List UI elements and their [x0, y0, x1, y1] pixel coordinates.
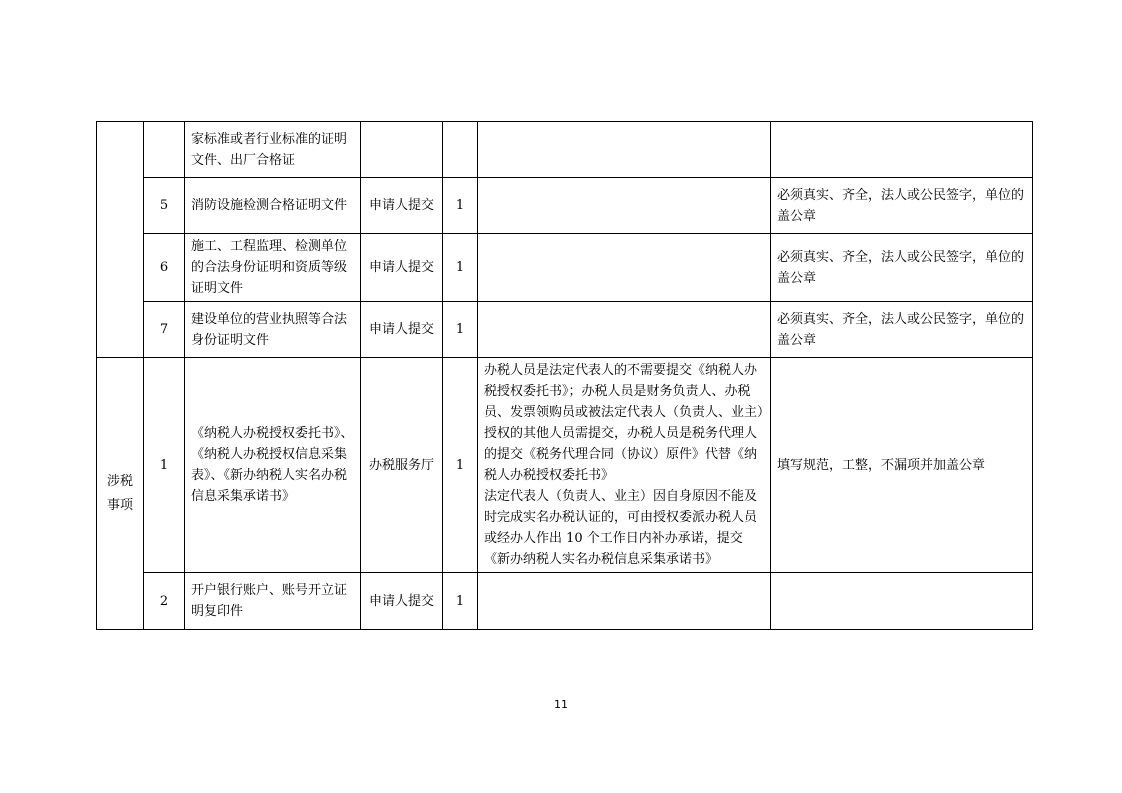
copies-cell: 1 — [443, 178, 478, 234]
notes-cell — [478, 178, 771, 234]
material-cell: 开户银行账户、账号开立证明复印件 — [185, 573, 361, 630]
notes-cell — [478, 122, 771, 178]
copies-cell: 1 — [443, 573, 478, 630]
index-cell: 5 — [144, 178, 185, 234]
notes-paragraph-2: 法定代表人（负责人、业主）因自身原因不能及时完成实名办税认证的，可由授权委派办税人员或经办人作出 10 个工作日内补办承诺，提交《新办纳税人实名办税信息采集承诺书》 — [484, 489, 758, 567]
source-cell: 申请人提交 — [361, 234, 443, 302]
requirements-cell: 必须真实、齐全，法人或公民签字，单位的盖公章 — [771, 302, 1033, 358]
source-cell: 办税服务厅 — [361, 358, 443, 573]
requirements-cell — [771, 573, 1033, 630]
notes-cell — [478, 358, 771, 573]
category-cell-empty — [97, 122, 144, 358]
copies-cell — [443, 122, 478, 178]
table-row — [97, 122, 1033, 178]
notes-cell — [478, 302, 771, 358]
index-cell — [144, 122, 185, 178]
requirements-cell: 必须真实、齐全，法人或公民签字，单位的盖公章 — [771, 234, 1033, 302]
index-cell: 7 — [144, 302, 185, 358]
index-cell: 6 — [144, 234, 185, 302]
index-cell: 2 — [144, 573, 185, 630]
table-row — [97, 178, 1033, 234]
table-row — [97, 302, 1033, 358]
category-label: 涉税事项 — [106, 473, 133, 513]
material-cell: 建设单位的营业执照等合法身份证明文件 — [185, 302, 361, 358]
material-cell: 《纳税人办税授权委托书》、《纳税人办税授权信息采集表》、《新办纳税人实名办税信息采集承诺书》 — [185, 358, 361, 573]
materials-table — [96, 121, 1033, 630]
table-row — [97, 573, 1033, 630]
category-cell — [97, 358, 144, 630]
table-row — [97, 358, 1033, 573]
copies-cell: 1 — [443, 302, 478, 358]
source-cell — [361, 122, 443, 178]
notes-cell — [478, 234, 771, 302]
index-cell: 1 — [144, 358, 185, 573]
material-cell: 消防设施检测合格证明文件 — [185, 178, 361, 234]
notes-cell — [478, 573, 771, 630]
notes-paragraph-1: 办税人员是法定代表人的不需要提交《纳税人办税授权委托书》；办税人员是财务负责人、办税员、发票领购员或被法定代表人（负责人、业主）授权的其他人员需提交，办税人员是税务代理人的提交《税务代理合同（协议）原件》代替《纳税人办税授权委托书》 — [484, 363, 764, 483]
source-cell: 申请人提交 — [361, 573, 443, 630]
copies-cell: 1 — [443, 358, 478, 573]
copies-cell: 1 — [443, 234, 478, 302]
requirements-cell — [771, 122, 1033, 178]
requirements-cell: 填写规范，工整，不漏项并加盖公章 — [771, 358, 1033, 573]
table-row — [97, 234, 1033, 302]
material-cell: 施工、工程监理、检测单位的合法身份证明和资质等级证明文件 — [185, 234, 361, 302]
requirements-cell: 必须真实、齐全，法人或公民签字，单位的盖公章 — [771, 178, 1033, 234]
source-cell: 申请人提交 — [361, 302, 443, 358]
source-cell: 申请人提交 — [361, 178, 443, 234]
material-cell: 家标准或者行业标准的证明文件、出厂合格证 — [185, 122, 361, 178]
page-number: 11 — [554, 698, 568, 711]
